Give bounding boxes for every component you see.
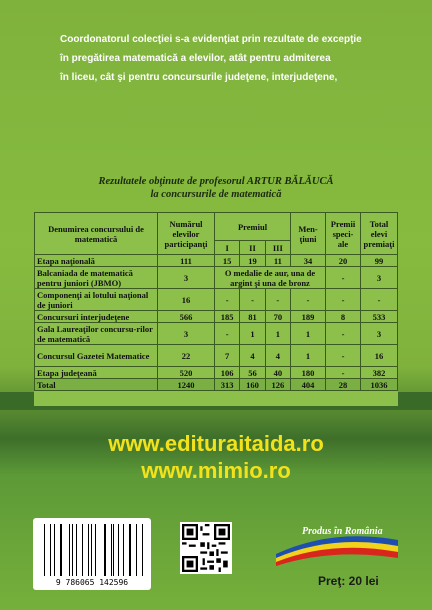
header-speciale: Premii speci-ale — [326, 213, 361, 255]
price-label: Preţ: 20 lei — [318, 574, 379, 588]
qr-code — [180, 522, 232, 574]
row-total: 533 — [361, 311, 398, 323]
table-row — [35, 345, 398, 367]
header-mentiuni: Men-ţiuni — [291, 213, 326, 255]
header-p3: III — [265, 241, 290, 255]
header-name: Denumirea concursului de matematică — [35, 213, 158, 255]
row-mentiuni: 1 — [291, 323, 326, 345]
row-speciale: 20 — [326, 255, 361, 267]
table-row — [35, 289, 398, 311]
row-p1: 15 — [215, 255, 240, 267]
intro-text — [60, 30, 390, 87]
row-total: 3 — [361, 323, 398, 345]
row-participants: 3 — [158, 267, 215, 289]
row-p3: 4 — [265, 345, 290, 367]
table-row — [35, 267, 398, 289]
row-participants: 566 — [158, 311, 215, 323]
row-p2: 56 — [240, 367, 265, 379]
row-name: Etapa judeţeană — [35, 367, 158, 379]
row-name: Componenţi ai lotului naţional de juniori — [35, 289, 158, 311]
header-premiul: Premiul — [215, 213, 291, 241]
intro-line-3: în liceu, cât şi pentru concursurile judeţene, interjudeţene, — [60, 72, 338, 83]
results-title — [40, 175, 392, 201]
row-speciale: - — [326, 323, 361, 345]
table-total-row — [35, 379, 398, 391]
row-speciale: - — [326, 289, 361, 311]
row-p2: 19 — [240, 255, 265, 267]
row-total: - — [361, 289, 398, 311]
row-total: 3 — [361, 267, 398, 289]
website-links — [0, 430, 432, 484]
barcode-number: 9 786065 142596 — [55, 578, 129, 587]
row-p1: 106 — [215, 367, 240, 379]
barcode-bars — [41, 524, 145, 576]
row-p3: - — [265, 289, 290, 311]
total-mentiuni: 404 — [291, 379, 326, 391]
total-speciale: 28 — [326, 379, 361, 391]
row-mentiuni: 1 — [291, 345, 326, 367]
row-name: Gala Laureaţilor concursu-rilor de matematică — [35, 323, 158, 345]
header-total: Total elevi premiaţi — [361, 213, 398, 255]
row-participants: 111 — [158, 255, 215, 267]
row-p2: 81 — [240, 311, 265, 323]
header-p1: I — [215, 241, 240, 255]
row-mentiuni: - — [291, 289, 326, 311]
row-p1: 185 — [215, 311, 240, 323]
badge-text: Produs în România — [302, 526, 383, 537]
row-total: 99 — [361, 255, 398, 267]
url-edituraitaida[interactable]: www.edituraitaida.ro — [108, 431, 324, 456]
row-mentiuni: 34 — [291, 255, 326, 267]
row-speciale: 8 — [326, 311, 361, 323]
row-name: Etapa naţională — [35, 255, 158, 267]
row-p3: 1 — [265, 323, 290, 345]
row-speciale: - — [326, 367, 361, 379]
url-mimio[interactable]: www.mimio.ro — [141, 458, 291, 483]
row-total: 16 — [361, 345, 398, 367]
total-p3: 126 — [265, 379, 290, 391]
row-p2: 4 — [240, 345, 265, 367]
row-speciale: - — [326, 345, 361, 367]
row-mentiuni: 180 — [291, 367, 326, 379]
row-name: Concursul Gazetei Matematice — [35, 345, 158, 367]
row-p2: - — [240, 289, 265, 311]
row-participants: 22 — [158, 345, 215, 367]
intro-line-1: Coordonatorul colecţiei s-a evidenţiat prin rezultate de excepţie — [60, 34, 362, 45]
row-p2: 1 — [240, 323, 265, 345]
total-total: 1036 — [361, 379, 398, 391]
romania-flag-ribbon-icon — [272, 522, 402, 566]
total-participants: 1240 — [158, 379, 215, 391]
row-p3: 11 — [265, 255, 290, 267]
header-p2: II — [240, 241, 265, 255]
table-row — [35, 255, 398, 267]
results-title-line-1: Rezultatele obţinute de profesorul ARTUR BĂLĂUCĂ — [98, 176, 334, 187]
row-p3: 40 — [265, 367, 290, 379]
isbn-barcode — [33, 518, 151, 590]
row-p1: 7 — [215, 345, 240, 367]
results-table-wrap — [34, 212, 398, 406]
row-name: Balcaniada de matematică pentru juniori (JBMO) — [35, 267, 158, 289]
qr-code-icon — [182, 524, 230, 572]
row-p1: - — [215, 323, 240, 345]
total-p2: 160 — [240, 379, 265, 391]
row-participants: 16 — [158, 289, 215, 311]
total-p1: 313 — [215, 379, 240, 391]
row-p1: - — [215, 289, 240, 311]
row-name: Concursuri interjudeţene — [35, 311, 158, 323]
table-row — [35, 311, 398, 323]
results-table — [34, 212, 398, 391]
total-name: Total — [35, 379, 158, 391]
row-participants: 3 — [158, 323, 215, 345]
row-merged-awards: O medalie de aur, una de argint şi una de bronz — [215, 267, 326, 289]
row-p3: 70 — [265, 311, 290, 323]
row-participants: 520 — [158, 367, 215, 379]
row-total: 382 — [361, 367, 398, 379]
row-speciale: - — [326, 267, 361, 289]
intro-line-2: în pregătirea matematică a elevilor, atât pentru admiterea — [60, 53, 331, 64]
made-in-romania-badge — [272, 522, 402, 566]
results-title-line-2: la concursurile de matematică — [150, 189, 282, 200]
row-mentiuni: 189 — [291, 311, 326, 323]
table-row — [35, 367, 398, 379]
table-row — [35, 323, 398, 345]
header-participants: Numărul elevilor participanţi — [158, 213, 215, 255]
